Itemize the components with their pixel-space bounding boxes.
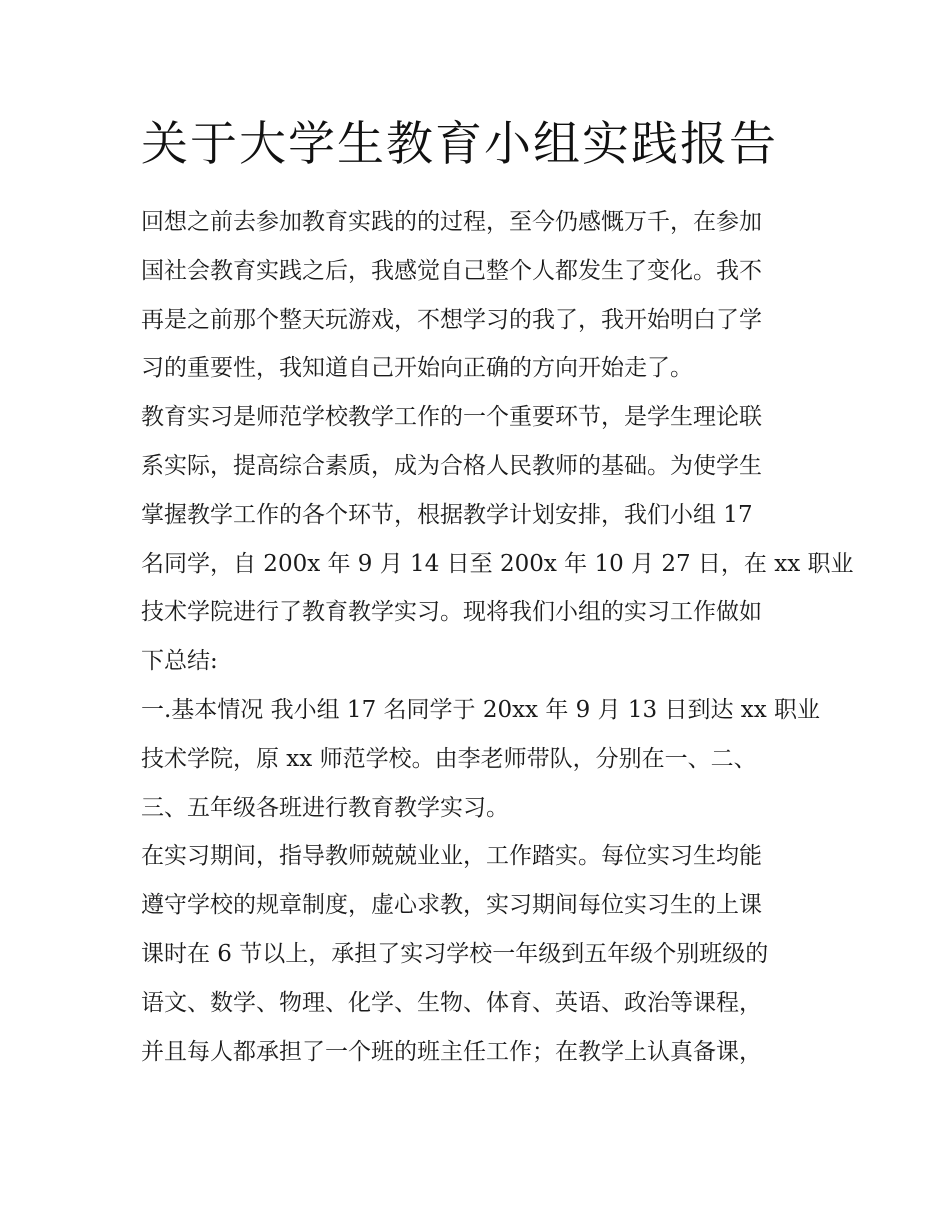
body-line: 国社会教育实践之后，我感觉自己整个人都发生了变化。我不: [141, 257, 762, 284]
body-line: 回想之前去参加教育实践的的过程，至今仍感慨万千，在参加: [141, 209, 762, 235]
body-line: 并且每人都承担了一个班的班主任工作；在教学上认真备课，: [141, 1038, 762, 1065]
document-body: [141, 198, 854, 1076]
body-line: 习的重要性，我知道自己开始向正确的方向开始走了。: [141, 355, 693, 382]
body-line: 系实际，提高综合素质，成为合格人民教师的基础。为使学生: [141, 452, 762, 479]
body-line: 技术学院进行了教育教学实习。现将我们小组的实习工作做如: [141, 599, 762, 626]
body-line: 语文、数学、物理、化学、生物、体育、英语、政治等课程，: [141, 989, 762, 1016]
document-title: 关于大学生教育小组实践报告: [141, 117, 778, 172]
body-line: 遵守学校的规章制度，虚心求教，实习期间每位实习生的上课: [141, 892, 762, 919]
body-line: 掌握教学工作的各个环节，根据教学计划安排，我们小组 17: [141, 501, 753, 528]
body-line: 三、五年级各班进行教育教学实习。: [141, 794, 509, 821]
body-line: 课时在 6 节以上，承担了实习学校一年级到五年级个别班级的: [141, 940, 769, 967]
body-line: 名同学，自 200x 年 9 月 14 日至 200x 年 10 月 27 日，在 xx 职业: [141, 550, 854, 577]
body-line: 技术学院，原 xx 师范学校。由李老师带队，分别在一、二、: [141, 745, 757, 772]
body-line: 再是之前那个整天玩游戏，不想学习的我了，我开始明白了学: [141, 306, 762, 333]
body-line: 下总结:: [141, 648, 218, 675]
body-line: 一.基本情况 我小组 17 名同学于 20xx 年 9 月 13 日到达 xx 职业: [141, 696, 821, 723]
body-line: 在实习期间，指导教师兢兢业业，工作踏实。每位实习生均能: [141, 843, 762, 870]
body-line: 教育实习是师范学校教学工作的一个重要环节，是学生理论联: [141, 404, 762, 431]
